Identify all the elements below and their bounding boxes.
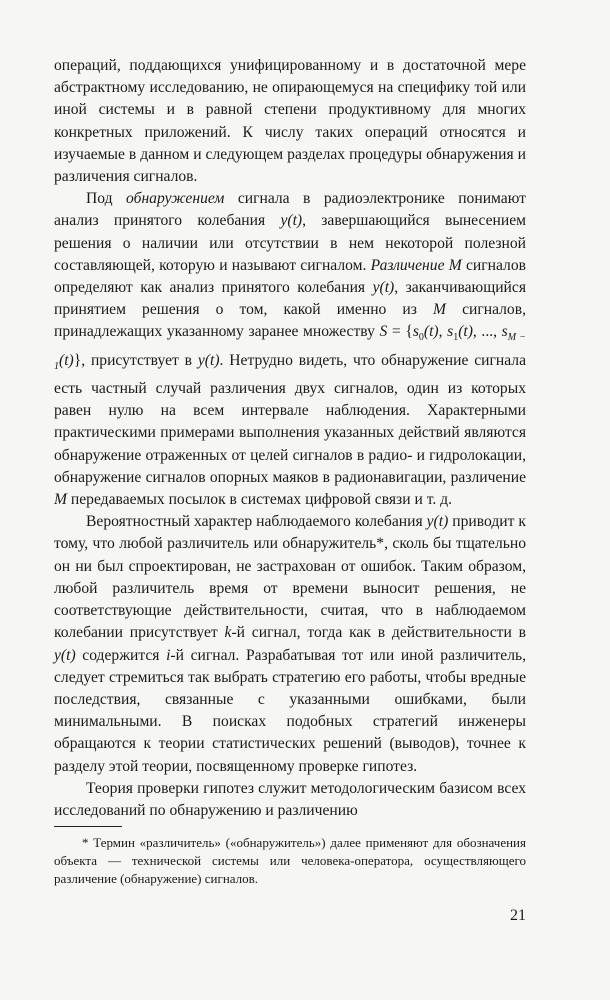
text-segment: , завершающийся вынесением решения о наличии или отсутствии в нем некоторой полезной составляющей, которую и называют сигналом. (54, 212, 526, 274)
paragraph-3 (54, 511, 526, 777)
text-segment: (t) (458, 323, 473, 341)
text-segment: сигналов, принадлежащих указанному заранее множеству (54, 301, 526, 341)
text-segment: . Нетрудно видеть, что обнаружение сигнала есть частный случай различения двух сигналов, один из которых равен нулю на всем интервале наблюдения. Характерными практическими примерами выполнения указанных действий являются обнаружение отраженных от целей сигналов в радио- и гидролокации, обнаружение сигналов опорных маяков в радионавигации, различение (54, 351, 526, 486)
paragraph-2 (54, 188, 526, 511)
text-segment: приводит к тому, что любой различитель или обнаружитель*, сколь бы тщательно он ни был спроектирован, не застрахован от ошибок. Таким образом, любой различитель время от времени выносит решения, не соответствующие действительности, считая, что в наблюдаемом колебании присутствует (54, 513, 527, 642)
text-segment: M (433, 301, 446, 319)
text-segment: сигналов определяют как анализ принятого колебания (54, 256, 526, 297)
text-segment: y(t) (372, 279, 395, 297)
text-segment: -й сигнал. Разрабатывая тот или иной различитель, следует стремиться так выбрать стратегию его работы, чтобы вредные последствия, связанные с указанными ошибками, были минимальными. В поисках подобных стратегий инженеры обращаются к теории статистических решений (выводов), точнее к разделу этой теории, посвященному проверке гипотез. (54, 646, 527, 775)
text-segment: (t) (59, 351, 74, 369)
text-segment: Теория проверки гипотез служит методологическим базисом всех исследований по обнаружению и различению (54, 779, 526, 819)
text-segment: Вероятностный характер наблюдаемого колебания (86, 513, 427, 531)
page-number: 21 (510, 907, 526, 924)
text-segment: Под (86, 190, 127, 208)
text-segment: s (412, 323, 419, 341)
text-segment: s (501, 323, 508, 341)
text-segment: содержится (75, 646, 167, 664)
text-segment: , (438, 323, 448, 341)
text-segment: передаваемых посылок в системах цифровой связи и т. д. (67, 491, 452, 509)
paragraph-1 (54, 55, 526, 188)
text-segment: i (166, 646, 171, 664)
text-segment: M − 1 (54, 332, 527, 372)
footnote-text: * Термин «различитель» («обнаружитель») далее применяют для обозначения объекта — технической системы или человека-оператора, осуществляющего различение (обнаружение) сигналов. (54, 835, 526, 886)
text-segment: , ..., (472, 323, 502, 341)
text-segment: y(t) (280, 212, 303, 230)
footnote (54, 834, 526, 888)
main-text (54, 55, 526, 822)
text-segment: }, присутствует в (73, 351, 198, 369)
text-segment: y(t) (197, 351, 220, 369)
text-segment: операций, поддающихся унифицированному и в достаточной мере абстрактному исследованию, не опирающемуся на специфику той или иной системы и в равной степени продуктивному для многих конкретных приложений. К числу таких операций относятся и изучаемые в данном и следующем разделах процедуры обнаружения и различения сигналов. (54, 57, 526, 186)
text-segment: (t) (423, 323, 439, 341)
text-segment: , заканчивающийся принятием решения о том, какой именно из (54, 279, 526, 319)
text-segment: y(t) (426, 513, 449, 531)
text-segment: k (224, 624, 232, 642)
text-segment: S (379, 323, 388, 341)
text-segment: M (54, 491, 67, 509)
text-segment: Различение M (370, 256, 462, 274)
footnote-rule (54, 826, 122, 827)
text-segment: обнаружением (126, 190, 225, 208)
text-segment: сигнала в радиоэлектронике понимают анализ принятого колебания (54, 190, 526, 230)
text-segment: -й сигнал, тогда как в действительности в (231, 624, 526, 642)
paragraph-4 (54, 778, 526, 822)
text-segment: = { (387, 323, 413, 341)
text-segment: y(t) (54, 646, 76, 664)
text-segment: s (447, 323, 454, 341)
text-segment: 0 (418, 332, 424, 344)
text-segment: 1 (453, 332, 459, 344)
